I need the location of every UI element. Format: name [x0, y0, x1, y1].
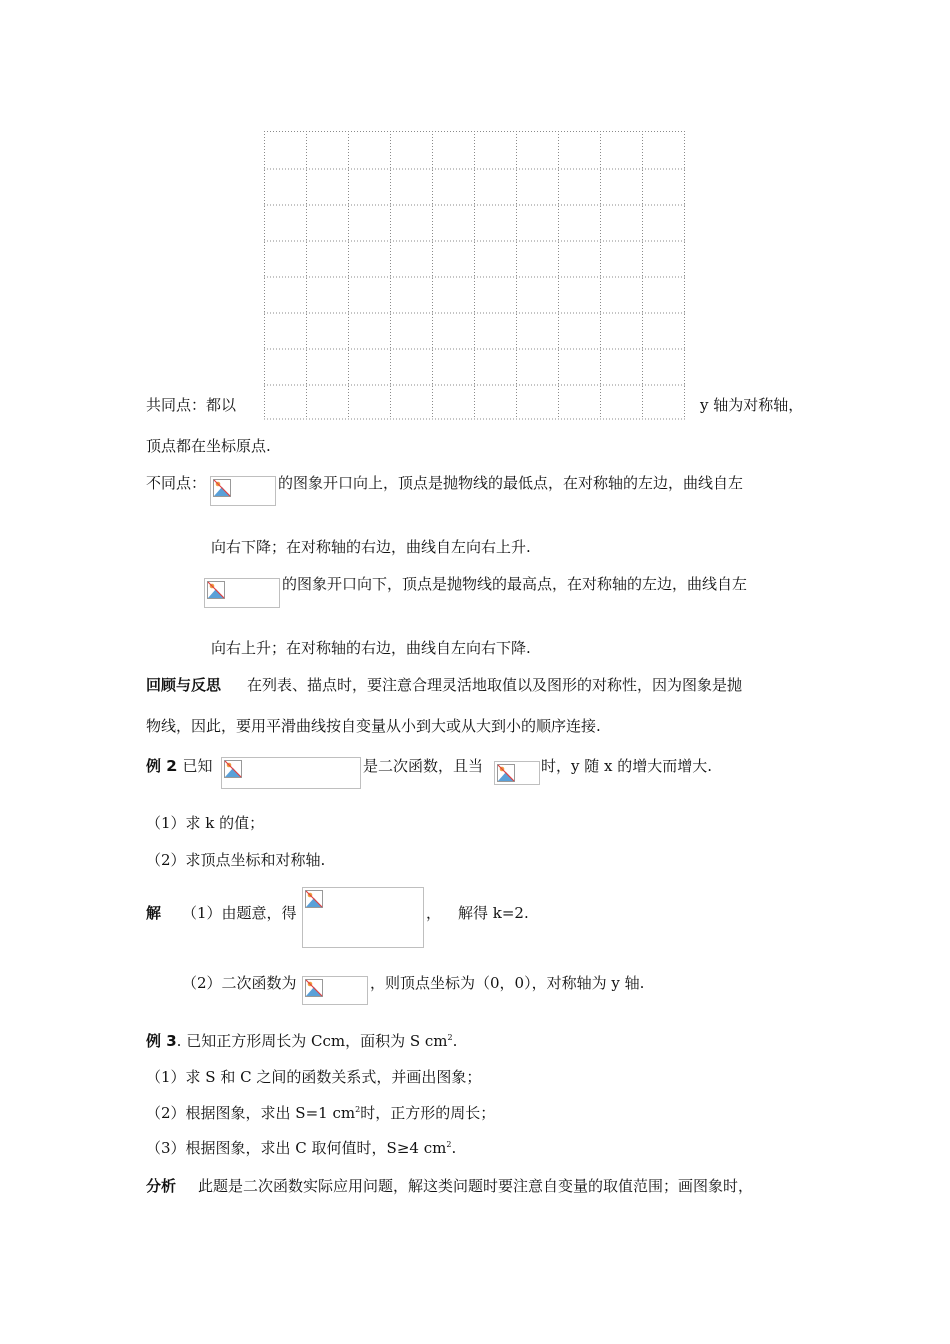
broken-image-icon [305, 890, 323, 908]
example3-q2-b: 时，正方形的周长； [360, 1104, 496, 1122]
example3-q3-a: （3）根据图象，求出 C 取何值时，S≥4 cm [146, 1139, 447, 1157]
diff-item2-a: 的图象开口向下，顶点是抛物线的最高点，在对称轴的左边，曲线自左 [282, 575, 748, 593]
example2-heading: 例 2 [146, 757, 177, 775]
diff-item2-b: 向右上升；在对称轴的右边，曲线自左向右下降. [211, 639, 531, 657]
example2-text-b: 是二次函数，且当 [363, 757, 484, 775]
formula-image-4 [494, 761, 540, 785]
diff-point-label: 不同点： [146, 474, 207, 492]
solution2-b: ，则顶点坐标为（0，0），对称轴为 y 轴. [370, 974, 645, 992]
solution1-a: （1）由题意，得 [182, 904, 297, 922]
review-line2: 物线，因此，要用平滑曲线按自变量从小到大或从大到小的顺序连接. [146, 717, 601, 735]
coordinate-grid [264, 131, 686, 420]
example3-text-end: . [452, 1032, 458, 1050]
solution2-a: （2）二次函数为 [182, 974, 297, 992]
formula-image-1 [210, 476, 276, 506]
review-heading: 回顾与反思 [146, 676, 222, 694]
solution1-b: ， [426, 904, 442, 922]
review-line1: 在列表、描点时，要注意合理灵活地取值以及图形的对称性，因为图象是抛 [247, 676, 743, 694]
formula-image-3 [221, 757, 361, 789]
analysis-text: 此题是二次函数实际应用问题，解这类问题时要注意自变量的取值范围；画图象时， [198, 1177, 754, 1195]
example3-q2-a: （2）根据图象，求出 S=1 cm [146, 1104, 356, 1122]
diff-item1-b: 向右下降；在对称轴的右边，曲线自左向右上升. [211, 538, 531, 556]
common-point-tail: y 轴为对称轴， [700, 396, 804, 414]
solution1-c: 解得 k=2. [458, 904, 529, 922]
example3-sup: 2 [447, 1033, 453, 1042]
example3-q2 [146, 1103, 495, 1123]
broken-image-icon [213, 479, 231, 497]
example3-q3-end: . [451, 1139, 457, 1157]
analysis-heading: 分析 [146, 1177, 177, 1195]
example3-text: . 已知正方形周长为 Ccm，面积为 S cm [176, 1032, 448, 1050]
diff-item1-a: 的图象开口向上，顶点是抛物线的最低点，在对称轴的左边，曲线自左 [278, 474, 744, 492]
common-point-line2: 顶点都在坐标原点. [146, 437, 271, 455]
broken-image-icon [305, 979, 323, 997]
example2-q1: （1）求 k 的值； [146, 814, 265, 832]
example3-q3-sup: 2 [446, 1140, 452, 1149]
formula-image-5 [302, 887, 424, 948]
formula-image-2 [204, 578, 280, 608]
common-point-label: 共同点：都以 [146, 396, 237, 414]
broken-image-icon [207, 581, 225, 599]
example3-heading: 例 3 [146, 1032, 177, 1050]
example2-q2: （2）求顶点坐标和对称轴. [146, 851, 326, 869]
solution-heading: 解 [146, 904, 162, 922]
formula-image-6 [302, 976, 368, 1005]
example3-line [146, 1031, 457, 1051]
example2-text-a: . 已知 [173, 757, 213, 775]
example2-text-c: 时，y 随 x 的增大而增大. [541, 757, 713, 775]
example3-q1: （1）求 S 和 C 之间的函数关系式，并画出图象； [146, 1068, 482, 1086]
example3-q2-sup: 2 [355, 1105, 361, 1114]
broken-image-icon [224, 760, 242, 778]
broken-image-icon [497, 764, 515, 782]
example3-q3 [146, 1138, 456, 1158]
